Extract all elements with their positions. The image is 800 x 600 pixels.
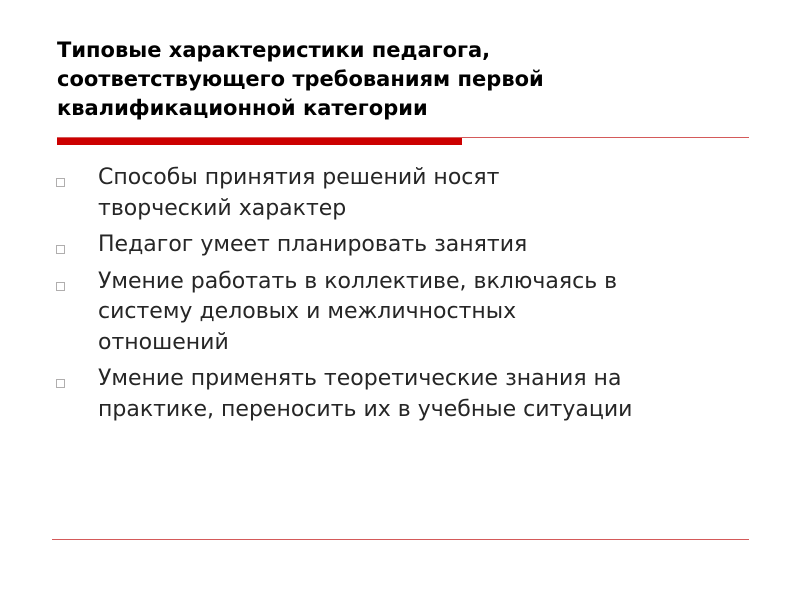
bullet-text-line: практике, переносить их в учебные ситуации bbox=[98, 396, 633, 422]
bullet-text-line: систему деловых и межличностных bbox=[98, 299, 517, 324]
title-line-3: квалификационной категории bbox=[57, 96, 428, 120]
hollow-square-bullet-icon bbox=[56, 245, 65, 254]
hollow-square-bullet-icon bbox=[56, 282, 65, 291]
bullet-text-line: Педагог умеет планировать занятия bbox=[98, 232, 528, 257]
bullet-text-line: Умение работать в коллективе, включаясь в bbox=[98, 268, 618, 294]
slide-title bbox=[57, 36, 737, 123]
bullet-text-line: Способы принятия решений носят bbox=[98, 165, 500, 190]
bullet-item bbox=[54, 364, 754, 425]
title-underline-accent-bar bbox=[57, 138, 462, 145]
bullet-item bbox=[54, 230, 754, 261]
footer-divider bbox=[52, 539, 749, 540]
hollow-square-bullet-icon bbox=[56, 178, 65, 187]
bullet-text-line: творческий характер bbox=[98, 195, 347, 221]
hollow-square-bullet-icon bbox=[56, 379, 65, 388]
bullet-list bbox=[54, 163, 754, 431]
title-line-1: Типовые характеристики педагога, bbox=[57, 38, 491, 62]
bullet-item bbox=[54, 163, 754, 224]
bullet-item bbox=[54, 267, 754, 359]
bullet-text-line: Умение применять теоретические знания на bbox=[98, 366, 622, 391]
bullet-text-line: отношений bbox=[98, 329, 229, 355]
title-line-2: соответствующего требованиям первой bbox=[57, 67, 544, 91]
